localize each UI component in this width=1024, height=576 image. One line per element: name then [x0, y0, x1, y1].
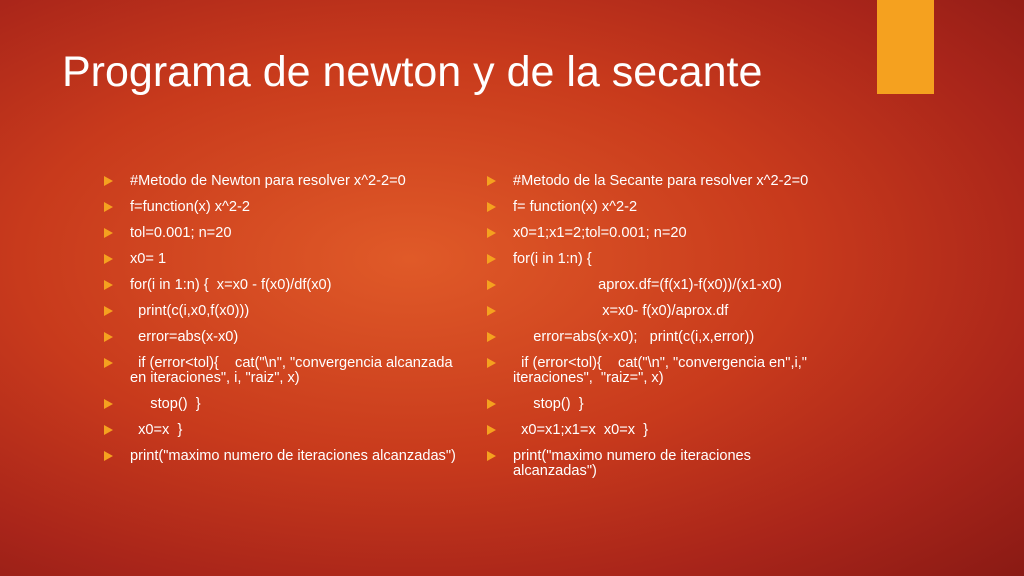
list-item [487, 397, 832, 412]
code-line: if (error<tol){ cat("\n", "convergencia en",i," iteraciones", "raiz=", x) [513, 355, 812, 386]
list-item [487, 252, 832, 267]
code-line: print("maximo numero de iteraciones alcanzadas") [513, 448, 756, 479]
list-item [487, 200, 832, 215]
list-item [487, 423, 832, 438]
code-line: x0=1;x1=2;tol=0.001; n=20 [513, 225, 687, 241]
code-line: stop() } [513, 396, 584, 412]
triangle-right-icon [104, 332, 113, 342]
triangle-right-icon [487, 176, 496, 186]
code-line: if (error<tol){ cat("\n", "convergencia alcanzada en iteraciones", i, "raiz", x) [130, 355, 457, 386]
triangle-right-icon [104, 254, 113, 264]
list-item [104, 449, 464, 464]
list-item [104, 226, 464, 241]
triangle-right-icon [104, 399, 113, 409]
list-item [487, 330, 832, 345]
triangle-right-icon [104, 451, 113, 461]
code-line: error=abs(x-x0) [130, 329, 239, 345]
list-item [487, 226, 832, 241]
slide-title: Programa de newton y de la secante [62, 48, 763, 96]
code-line: aprox.df=(f(x1)-f(x0))/(x1-x0) [513, 277, 782, 293]
code-line: tol=0.001; n=20 [130, 225, 232, 241]
triangle-right-icon [487, 399, 496, 409]
list-item [487, 304, 832, 319]
triangle-right-icon [487, 202, 496, 212]
triangle-right-icon [487, 332, 496, 342]
code-line: x=x0- f(x0)/aprox.df [513, 303, 729, 319]
list-item [104, 423, 464, 438]
code-line: x0=x } [130, 422, 183, 438]
triangle-right-icon [104, 425, 113, 435]
list-item [104, 397, 464, 412]
triangle-right-icon [487, 228, 496, 238]
code-line: stop() } [130, 396, 201, 412]
triangle-right-icon [104, 358, 113, 368]
list-item [104, 356, 464, 386]
code-line: x0= 1 [130, 251, 167, 267]
triangle-right-icon [104, 176, 113, 186]
code-line: for(i in 1:n) { x=x0 - f(x0)/df(x0) [130, 277, 332, 293]
triangle-right-icon [487, 254, 496, 264]
list-item [104, 252, 464, 267]
list-item [487, 356, 832, 386]
list-item [104, 330, 464, 345]
list-item [104, 200, 464, 215]
triangle-right-icon [487, 425, 496, 435]
triangle-right-icon [104, 228, 113, 238]
list-item [487, 449, 832, 479]
code-line: error=abs(x-x0); print(c(i,x,error)) [513, 329, 755, 345]
list-item [487, 278, 832, 293]
triangle-right-icon [487, 451, 496, 461]
code-line: f= function(x) x^2-2 [513, 199, 638, 215]
triangle-right-icon [487, 280, 496, 290]
code-line: #Metodo de la Secante para resolver x^2-2=0 [513, 173, 809, 189]
list-item [104, 174, 464, 189]
code-line: for(i in 1:n) { [513, 251, 592, 267]
list-item [487, 174, 832, 189]
triangle-right-icon [487, 306, 496, 316]
code-line: #Metodo de Newton para resolver x^2-2=0 [130, 173, 406, 189]
code-line: x0=x1;x1=x x0=x } [513, 422, 649, 438]
newton-code-list [104, 174, 464, 475]
triangle-right-icon [104, 280, 113, 290]
code-line: print(c(i,x0,f(x0))) [130, 303, 250, 319]
triangle-right-icon [104, 202, 113, 212]
triangle-right-icon [487, 358, 496, 368]
list-item [104, 304, 464, 319]
code-line: print("maximo numero de iteraciones alcanzadas") [130, 448, 456, 464]
accent-tab [877, 0, 934, 94]
triangle-right-icon [104, 306, 113, 316]
list-item [104, 278, 464, 293]
code-line: f=function(x) x^2-2 [130, 199, 250, 215]
secant-code-list [487, 174, 832, 490]
